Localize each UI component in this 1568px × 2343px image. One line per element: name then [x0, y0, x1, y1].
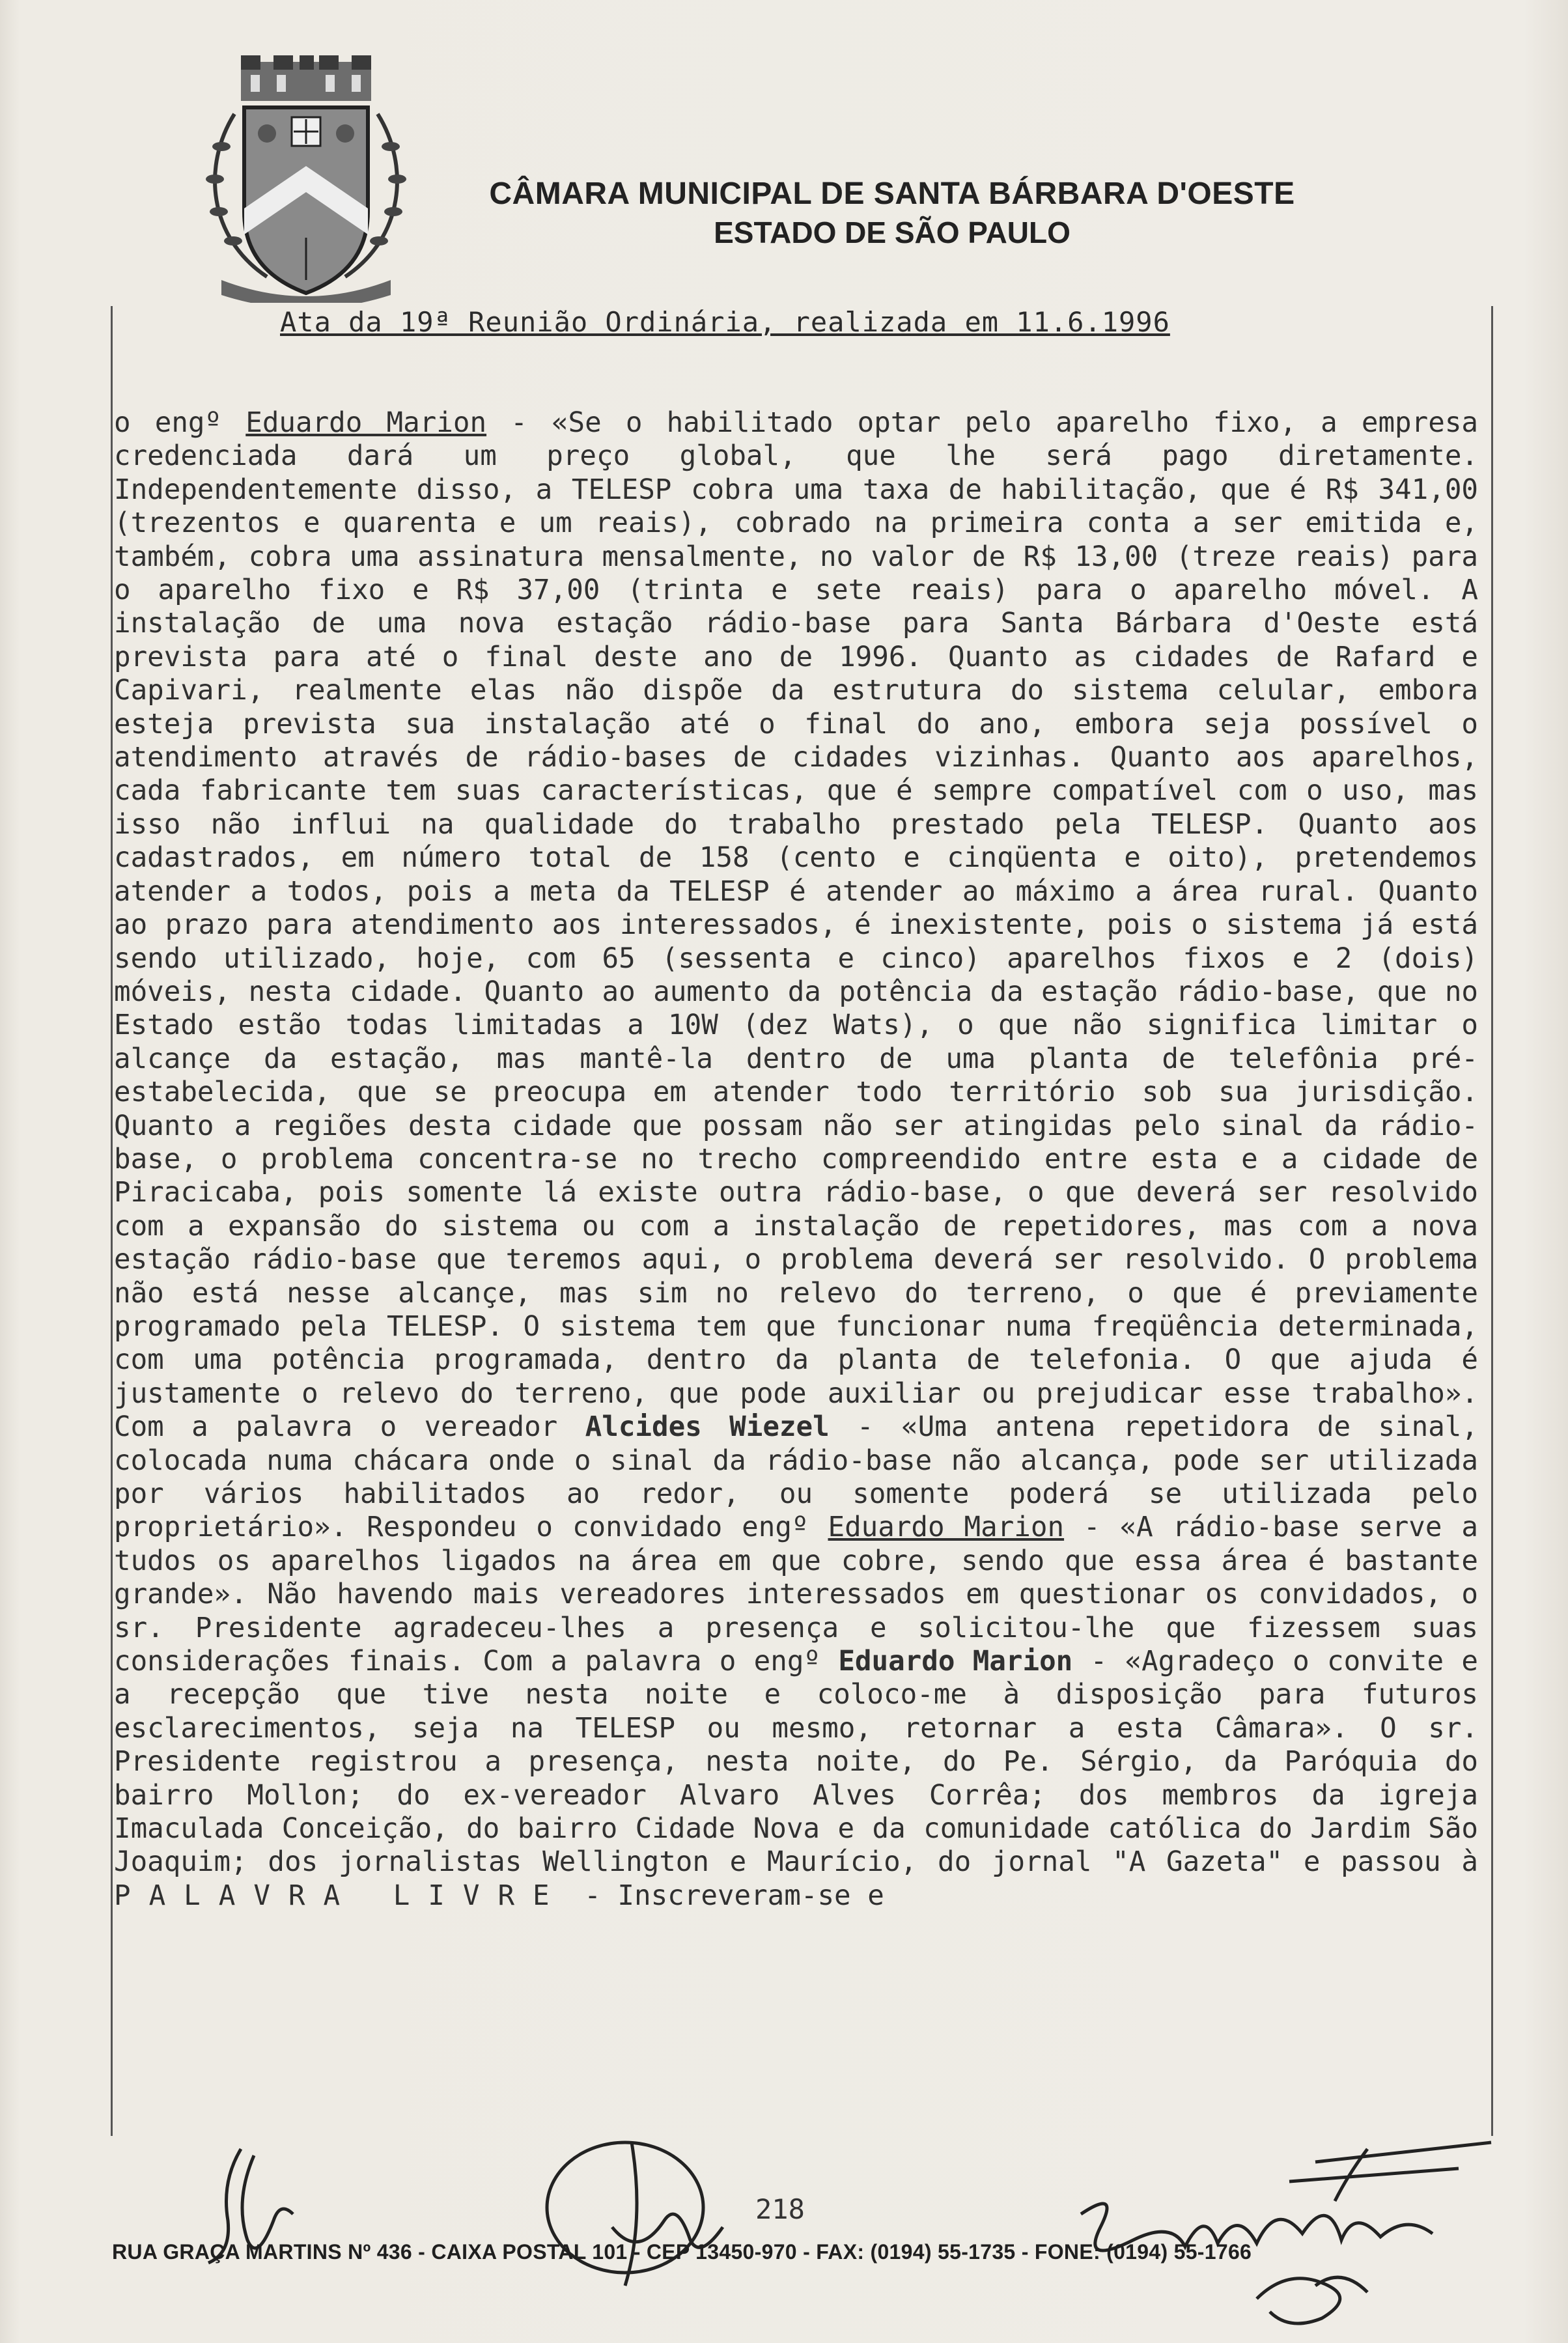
speaker-name: Alcides Wiezel [585, 1411, 830, 1444]
text-run: - «Se o habilitado optar pelo aparelho fixo, a empresa credenciada dará um preço global, que lhe será pago diretamente. Independentemente disso, a TELESP cobra uma taxa de habilitação, que é R$ 341,00 (trezentos e quarenta e um reais), cobrado na primeira conta a ser emitida e, também, cobra uma assinatura mensalmente, no valor de R$ 13,00 (treze reais) para o aparelho fixo e R$ 37,00 (trinta e sete reais) para o aparelho móvel. A instalação de uma nova estação rádio-base para Santa Bárbara d'Oeste está prevista para até o final deste ano de 1996. Quanto as cidades de Rafard e Capivari, realmente elas não dispõe da estrutura do sistema celular, embora esteja prevista sua instalação até o final do ano, embora seja possível o atendimento através de rádio-bases de cidades vizinhas. Quanto aos aparelhos, cada fabricante tem suas características, que é sempre compatível com o uso, mas isso não influi na qualidade do trabalho prestado pela TELESP. Quanto aos cadastrados, em número total de 158 (cento e cinqüenta e oito), pretendemos atender a todos, pois a meta da TELESP é atender ao máximo a área rural. Quanto ao prazo para atendimento aos interessados, é inexistente, pois o sistema já está sendo utilizado, hoje, com 65 (sessenta e cinco) aparelhos fixos e 2 (dois) móveis, nesta cidade. Quanto ao aumento da potência da estação rádio-base, que no Estado estão todas limitadas a 10W (dez Wats), o que não significa limitar o alcançe da estação, mas mantê-la dentro de uma planta de telefônia pré-estabelecida, que se preocupa em atender todo território sob sua jurisdição. Quanto a regiões desta cidade que possam não ser atingidas pelo sinal da rádio-base, o problema concentra-se no trecho compreendido entre esta e a cidade de Piracicaba, pois somente lá existe outra rádio-base, o que deverá ser resolvido com a expansão do sistema ou com a instalação de repetidores, mas com a nova estação rádio-base que teremos aqui, o problema deverá ser resolvido. O problema não está nesse alcançe, mas sim no relevo do terreno, o que é previamente programado pela TELESP. O sistema tem que funcionar numa freqüência determinada, com uma potência programada, dentro da planta de telefonia. O que ajuda é justamente o relevo do terreno, que pode auxiliar ou prejudicar esse trabalho». Com a palavra o vereador [114, 407, 1478, 1444]
minutes-paragraph [114, 406, 1478, 1913]
letterhead-line1: CÂMARA MUNICIPAL DE SANTA BÁRBARA D'OESTE [489, 176, 1295, 211]
minutes-title: Ata da 19ª Reunião Ordinária, realizada em 11.6.1996 [280, 306, 1170, 338]
text-run: - Inscreveram-se e [567, 1879, 884, 1912]
text-run: - «Uma antena repetidora de sinal, colocada numa chácara onde o sinal da rádio-base não alcança, pode ser utilizada por vários habilitados ao redor, ou somente poderá se utilizada pelo proprietário». Respondeu o convidado engº [114, 1411, 1478, 1544]
right-margin-rule [1491, 306, 1493, 2136]
minutes-body [114, 406, 1478, 1913]
signature-3 [1042, 2123, 1498, 2331]
footer-address: RUA GRAÇA MARTINS Nº 436 - CAIXA POSTAL 101 - CEP 13450-970 - FAX: (0194) 55-1735 - FONE: (0194) 55-1766 [112, 2240, 1252, 2264]
speaker-name: Eduardo Marion [828, 1511, 1065, 1544]
section-heading-palavra-livre: PALAVRA LIVRE [114, 1879, 568, 1912]
coat-of-arms-icon [195, 55, 417, 303]
letterhead-line2: ESTADO DE SÃO PAULO [714, 216, 1071, 249]
text-run: o engº [114, 407, 246, 439]
page-number: 218 [755, 2193, 805, 2225]
signature-2 [534, 2129, 742, 2299]
letterhead [482, 175, 1302, 251]
left-margin-rule [111, 306, 113, 2136]
speaker-name: Eduardo Marion [245, 407, 487, 439]
text-run: - «Agradeço o convite e a recepção que tive nesta noite e coloco-me à disposição para futuros esclarecimentos, seja na TELESP ou mesmo, retornar a esta Câmara». O sr. Presidente registrou a presença, nesta noite, do Pe. Sérgio, da Paróquia do bairro Mollon; do ex-vereador Alvaro Alves Corrêa; dos membros da igreja Imaculada Conceição, do bairro Cidade Nova e da comunidade católica do Jardim São Joaquim; dos jornalistas Wellington e Maurício, do jornal "A Gazeta" e passou à [114, 1646, 1478, 1879]
text-run: - «A rádio-base serve a tudos os aparelhos ligados na área em que cobre, sendo que essa área é bastante grande». Não havendo mais vereadores interessados em questionar os convidados, o sr. Presidente agradeceu-lhes a presença e solicitou-lhe que fizessem suas considerações finais. Com a palavra o engº [114, 1511, 1478, 1678]
speaker-name: Eduardo Marion [838, 1646, 1073, 1678]
